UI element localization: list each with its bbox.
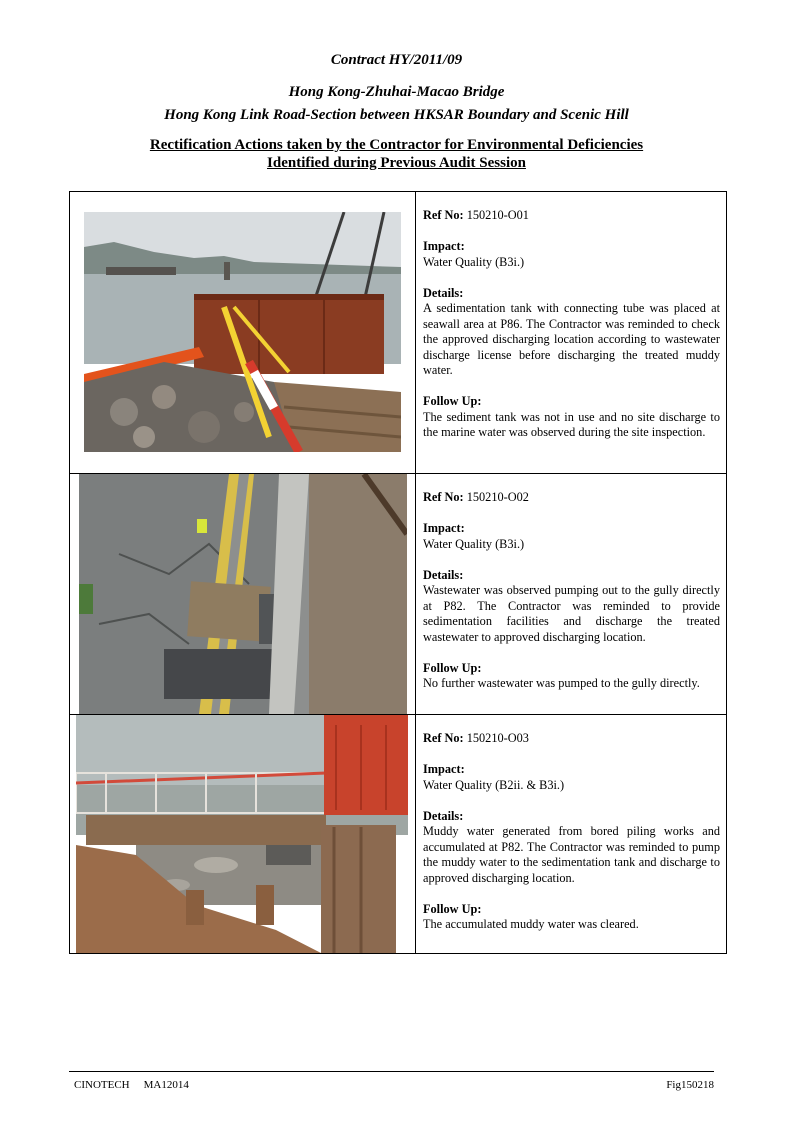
ref-number: 150210-O02 — [466, 490, 529, 504]
ref-label: Ref No: — [423, 208, 464, 222]
impact-value: Water Quality (B2ii. & B3i.) — [423, 777, 565, 792]
footer-divider — [69, 1071, 714, 1072]
photo-cell — [70, 715, 416, 953]
impact-label: Impact: — [423, 521, 465, 535]
photo-bored-piling-water — [76, 715, 408, 953]
table-row — [70, 474, 726, 715]
details-label: Details: — [423, 285, 464, 300]
follow-up-text: No further wastewater was pumped to the gully directly. — [423, 676, 700, 690]
entry-text-cell — [416, 474, 726, 714]
impact-label: Impact: — [423, 762, 465, 776]
footer-figure-number: Fig150218 — [666, 1079, 714, 1091]
project-name: Hong Kong-Zhuhai-Macao Bridge — [288, 84, 505, 100]
impact-value: Water Quality (B3i.) — [423, 254, 525, 269]
details-label: Details: — [423, 567, 464, 582]
details-label: Details: — [423, 808, 464, 823]
page-title-line2: Identified during Previous Audit Session — [267, 155, 526, 171]
footer-doc-ref: MA12014 — [143, 1079, 189, 1091]
follow-up-label: Follow Up: — [423, 660, 482, 675]
footer-left — [74, 1079, 203, 1091]
photo-gully-discharge — [79, 474, 407, 714]
table-row — [70, 715, 726, 953]
details-text: Wastewater was observed pumping out to the gully directly at P82. The Contractor was reminded to provide sedimentation facilities and discharge the treated wastewater to approved discharging location. — [423, 583, 720, 644]
ref-number: 150210-O01 — [466, 208, 529, 222]
follow-up-text: The sediment tank was not in use and no site discharge to the marine water was observed during the site inspection. — [423, 409, 720, 439]
follow-up-label: Follow Up: — [423, 394, 482, 408]
details-text: A sedimentation tank with connecting tube was placed at seawall area at P86. The Contractor was reminded to check the approved discharging location according to wastewater discharge license before discharging the treated muddy water. — [423, 301, 720, 377]
entry-text-cell — [416, 715, 726, 953]
ref-number: 150210-O03 — [466, 731, 529, 745]
page-title-line1: Rectification Actions taken by the Contractor for Environmental Deficiencies — [149, 137, 644, 153]
impact-value: Water Quality (B3i.) — [423, 536, 525, 551]
ref-label: Ref No: — [423, 490, 464, 504]
contract-number: Contract HY/2011/09 — [330, 52, 463, 68]
ref-label: Ref No: — [423, 731, 464, 745]
photo-sedimentation-tank — [84, 212, 401, 452]
table-row — [70, 192, 726, 474]
footer-company: CINOTECH — [74, 1079, 130, 1091]
details-text: Muddy water generated from bored piling works and accumulated at P82. The Contractor was reminded to pump the muddy water to the sedimentation tank and discharge to approved discharging location. — [423, 824, 720, 885]
project-section: Hong Kong Link Road-Section between HKSAR Boundary and Scenic Hill — [164, 107, 629, 123]
follow-up-label: Follow Up: — [423, 901, 482, 916]
follow-up-text: The accumulated muddy water was cleared. — [423, 917, 639, 931]
photo-cell — [70, 474, 416, 714]
entry-text-cell — [416, 192, 726, 473]
rectification-table — [69, 191, 727, 954]
impact-label: Impact: — [423, 239, 465, 253]
photo-cell — [70, 192, 416, 473]
